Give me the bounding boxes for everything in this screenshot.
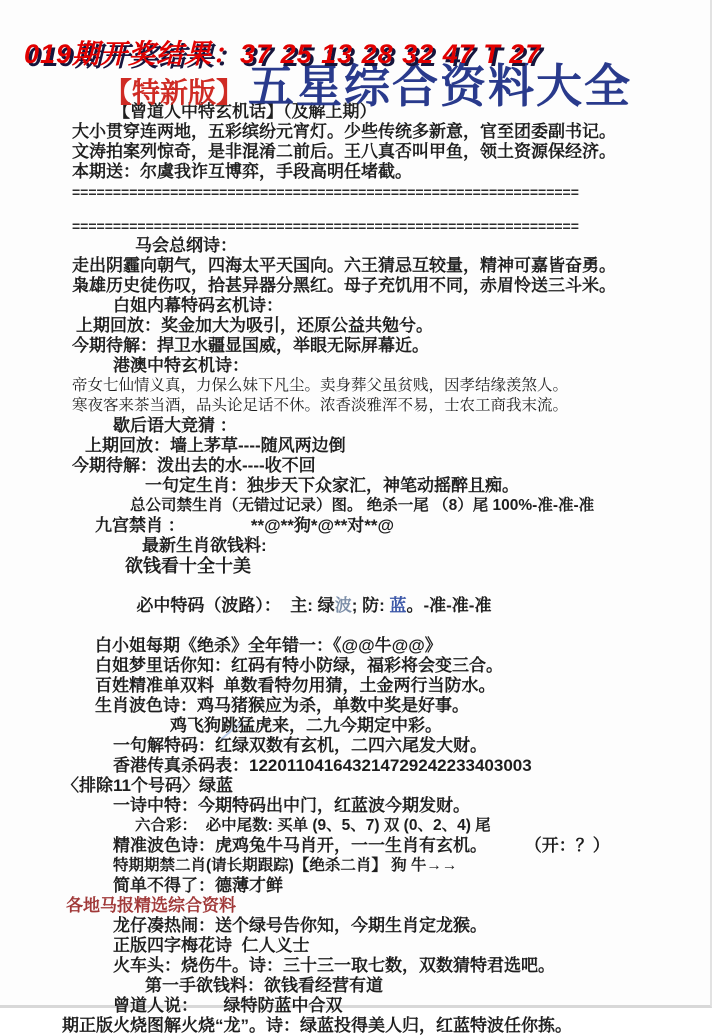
current-issue-hint: 今期待解：捍卫水疆显国威，举眼无际屏幕近。 [72,336,429,355]
zengdaoren-header: 【曾道人中特玄机话】（及解上期） [113,102,377,121]
wave-line-part: 。-准-准-准 [406,596,492,615]
xiehouyu-header: 歇后语大竞猜 ： [113,416,237,435]
money-hint-line: 欲钱看十全十美 [125,556,251,576]
current-issue-hint: 今期待解：泼出去的水----收不回 [72,456,316,475]
forbidden-zodiac-line: 总公司禁生肖（无错过记录）图。 绝杀一尾 （8）尾 100%-准-准-准 [130,497,595,514]
wave-word: 波 [334,596,352,615]
special-code-wave-line [0,576,712,636]
latest-zodiac-header: 最新生肖欲钱料: [142,536,267,555]
zodiac-sentence: 一句定生肖：独步天下众家汇，神笔动摇醉且痴。 [145,476,519,495]
odd-even-line: 百姓精准单双料 单数看特勿用猜，土金两行当防水。 [95,676,496,695]
zodiac-wave-poem-2: 鸡飞狗跳猛虎来，二九今期定中彩。 [170,716,442,735]
forbidden-two-zodiac: 特期期禁二肖(请长期跟踪)【绝杀二肖】 狗 牛→→ [113,857,458,874]
separator-line: ============================================================== [72,184,579,200]
simple-line: 简单不得了：德薄才鲜 [113,876,283,895]
first-hand-money-line: 第一手欲钱料：欲钱看经营有道 [145,976,383,995]
last-issue-replay: 上期回放：奖金加大为吸引，还原公益共勉兮。 [76,316,433,335]
huochetou-line: 火车头：烧伤牛。诗：三十三一取七数，双数猜特君选吧。 [113,956,555,975]
zengdaoren-says-line: 曾道人说： 绿特防蓝中合双 [113,996,343,1015]
current-issue-line: 本期送：尔虞我诈互博弈，手段高明任堵截。 [72,162,412,181]
separator-line: ============================================================== [72,218,579,234]
sheet-body [0,102,712,1036]
edition-tag: 【特新版】 [104,77,245,108]
verse-line: 走出阴霾向朝气，四海太平天国向。六王猜忌互较量，精神可嘉皆奋勇。 [72,256,616,275]
poem-special-line: 一诗中特：今期特码出中门，红蓝波今期发财。 [113,796,470,815]
plum-poem-line: 正版四字梅花诗 仁人义士 [113,936,310,955]
precise-wave-poem: 精准波色诗：虎鸡兔牛马肖开，一一生肖有玄机。 （开：？） [113,836,610,855]
lottery-result-banner: 019期开奖结果：37 25 13 28 32 47 T 27 [24,39,542,69]
verse-line: 枭雄历史徒伤叹，拾甚异器分黑红。母子充饥用不同，赤眉怜送三斗米。 [72,276,616,295]
fire-burn-line: 期正版火烧图解火烧“龙”。诗：绿蓝投得美人归，红蓝特波任你拣。 [62,1016,572,1035]
special-code-sentence: 一句解特码：红绿双数有玄机，二四六尾发大财。 [113,736,487,755]
page-title: 五星综合资料大全 [248,61,633,112]
verse-line: 文涛拍案列惊奇，是非混淆二前后。王八真否叫甲鱼，领土资源保经济。 [72,142,616,161]
mahui-outline-header: 马会总纲诗： [135,236,237,255]
gangao-header: 港澳中特玄机诗： [113,356,249,375]
verse-line: 大小贯穿连两地，五彩缤纷元宵灯。少些传统多新意，官至团委副书记。 [72,122,616,141]
zodiac-wave-poem: 生肖波色诗：鸡马猪猴应为杀，单数中奖是好事。 [95,696,469,715]
last-issue-replay: 上期回放：墙上茅草----随风两边倒 [85,436,346,455]
jiugong-forbidden-line: 九宫禁肖 ： **@**狗*@**对**@ [95,516,395,535]
baixiaojie-kill-line: 白小姐每期《绝杀》全年错一：《@@牛@@》 [95,636,442,655]
verse-line: 帝女七仙情义真，力保么妹下凡尘。卖身葬父虽贫贱，因孝结缘羡煞人。 [72,377,569,394]
wave-line-part: ; 防: [351,596,390,615]
liuhecai-tail-line: 六合彩： 必中尾数: 买单 (9、5、7) 双 (0、2、4) 尾 [135,817,491,834]
baijie-dream-line: 白姐梦里话你知：红码有特小防绿，福彩将会变三合。 [95,656,503,675]
exclude-numbers-line: 〈排除11个号码〉绿蓝 [62,776,233,795]
blue-word: 蓝 [389,596,407,615]
regional-report-header: 各地马报精选综合资料 [66,896,236,915]
verse-line: 寒夜客来茶当酒，品头论足话不休。浓香淡雅浑不易，士农工商我末流。 [72,397,569,414]
baijie-inside-header: 白姐内幕特码玄机诗： [113,296,283,315]
longzai-line: 龙仔凑热闹：送个绿号告你知，今期生肖定龙猴。 [113,916,487,935]
hk-fax-kill-table: 香港传真杀码表：122011041643214729242233403003 [113,756,532,775]
wave-line-part: 必中特码（波路）： 主: 绿 [136,596,335,615]
